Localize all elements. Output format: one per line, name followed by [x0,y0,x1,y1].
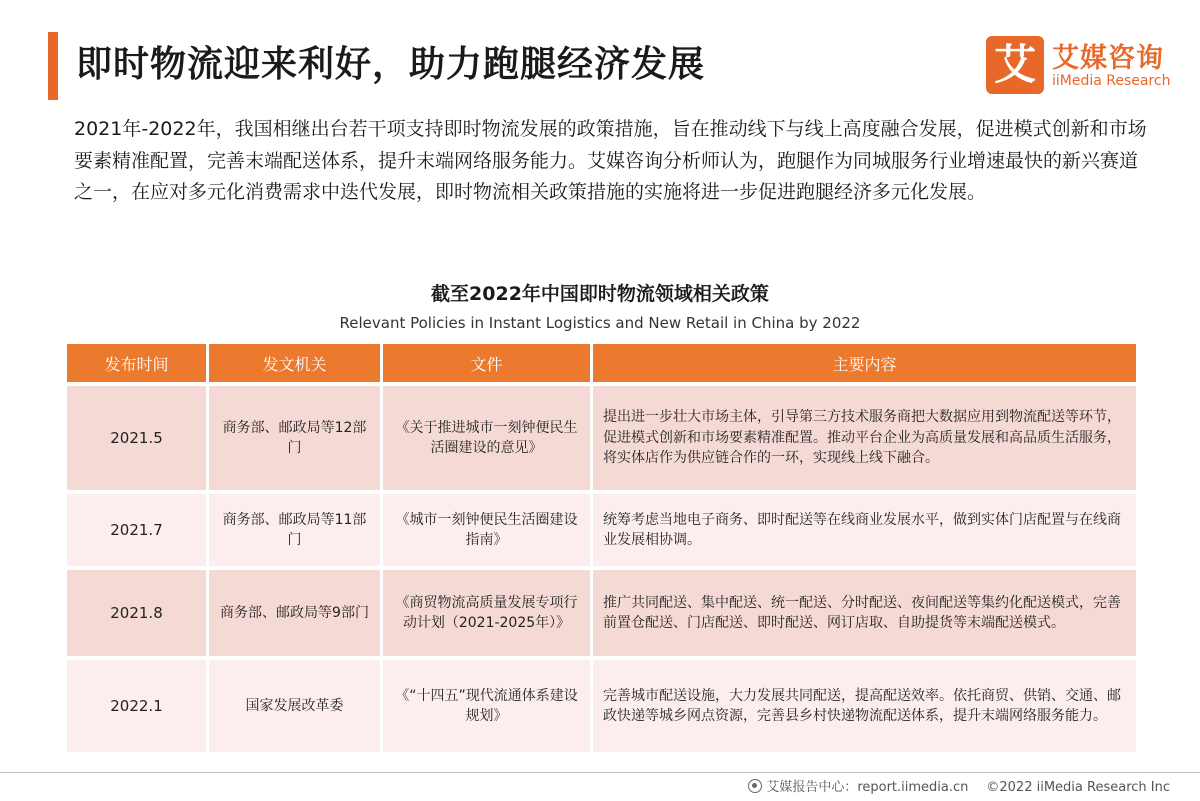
page-title: 即时物流迎来利好，助力跑腿经济发展 [76,44,706,85]
table-title-cn: 截至2022年中国即时物流领域相关政策 [431,283,769,305]
row-document: 《商贸物流高质量发展专项行动计划（2021-2025年）》 [383,570,590,656]
policy-table [64,340,1139,756]
row-agency: 商务部、邮政局等11部门 [209,494,380,566]
table-row [67,660,1136,752]
table-row [67,570,1136,656]
footer-divider [0,772,1200,773]
row-content: 提出进一步壮大市场主体，引导第三方技术服务商把大数据应用到物流配送等环节，促进模式创新和市场要素精准配置。推动平台企业为高质量发展和高品质生活服务，将实体店作为供应链合作的一环，实现线上线下融合。 [593,386,1136,490]
iimedia-logo [986,36,1186,96]
header-content: 主要内容 [593,344,1136,382]
row-agency: 国家发展改革委 [209,660,380,752]
row-agency: 商务部、邮政局等12部门 [209,386,380,490]
header-agency: 发文机关 [209,344,380,382]
logo-name-cn: 艾媒咨询 [1052,43,1164,74]
logo-name-en: iiMedia Research [1052,73,1171,89]
report-center-icon [748,779,762,793]
row-content: 推广共同配送、集中配送、统一配送、分时配送、夜间配送等集约化配送模式，完善前置仓配送、门店配送、即时配送、网订店取、自助提货等末端配送模式。 [593,570,1136,656]
logo-mark-icon: 艾 [986,36,1044,94]
row-content: 完善城市配送设施，大力发展共同配送，提高配送效率。依托商贸、供销、交通、邮政快递等城乡网点资源，完善县乡村快递物流配送体系，提升末端网络服务能力。 [593,660,1136,752]
header-date: 发布时间 [67,344,206,382]
table-title-en: Relevant Policies in Instant Logistics and New Retail in China by 2022 [339,314,861,332]
footer-copyright: ©2022 iiMedia Research Inc [986,780,1170,795]
row-date: 2021.7 [67,494,206,566]
row-date: 2022.1 [67,660,206,752]
row-document: 《“十四五”现代流通体系建设规划》 [383,660,590,752]
intro-paragraph: 2021年-2022年，我国相继出台若干项支持即时物流发展的政策措施，旨在推动线下与线上高度融合发展，促进模式创新和市场要素精准配置，完善末端配送体系，提升末端网络服务能力。艾媒咨询分析师认为，跑腿作为同城服务行业增速最快的新兴赛道之一，在应对多元化消费需求中迭代发展，即时物流相关政策措施的实施将进一步促进跑腿经济多元化发展。 [74,118,1147,203]
row-agency: 商务部、邮政局等9部门 [209,570,380,656]
row-date: 2021.8 [67,570,206,656]
row-content: 统筹考虑当地电子商务、即时配送等在线商业发展水平，做到实体门店配置与在线商业发展相协调。 [593,494,1136,566]
table-header-row [67,344,1136,382]
title-accent-bar [48,32,58,100]
table-row [67,386,1136,490]
row-document: 《城市一刻钟便民生活圈建设指南》 [383,494,590,566]
footer [748,776,1170,795]
row-date: 2021.5 [67,386,206,490]
footer-report-center[interactable]: 艾媒报告中心：report.iimedia.cn [766,780,969,795]
header-document: 文件 [383,344,590,382]
table-row [67,494,1136,566]
row-document: 《关于推进城市一刻钟便民生活圈建设的意见》 [383,386,590,490]
